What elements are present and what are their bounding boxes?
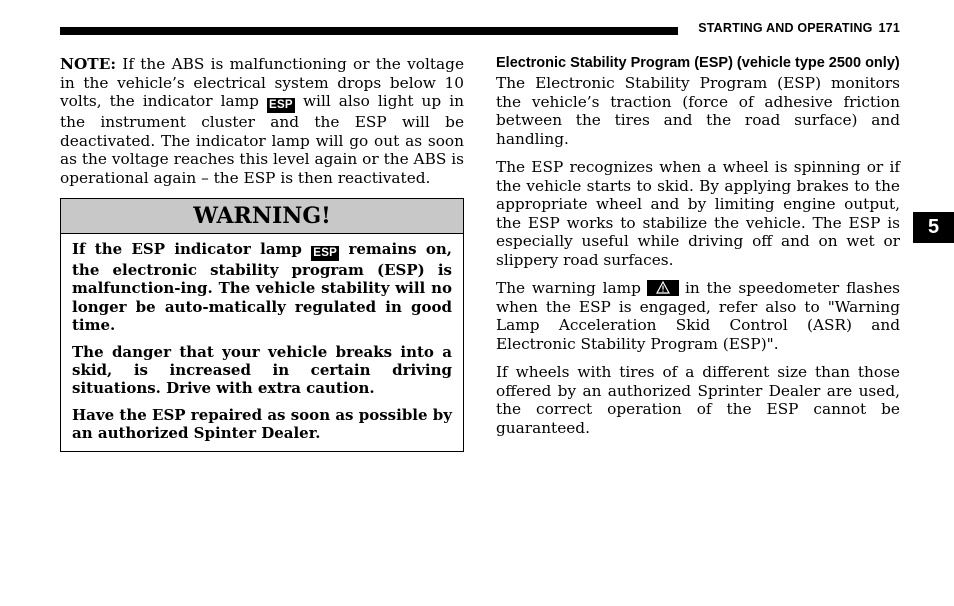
running-header xyxy=(698,21,900,35)
section-heading: Electronic Stability Program (ESP) (vehicle type 2500 only) xyxy=(496,55,900,71)
chapter-tab: 5 xyxy=(913,212,954,243)
warning-box xyxy=(60,198,464,452)
esp-paragraph-1: The Electronic Stability Program (ESP) monitors the vehicle’s traction (force of adhesive friction between the tires and the road surface) and handling. xyxy=(496,74,900,148)
warning-p1-text-1: If the ESP indicator lamp xyxy=(72,240,312,258)
warning-paragraph-1 xyxy=(72,240,452,335)
warning-p1-text-2: remains on, the electronic stability program (ESP) is malfunction-ing. The vehicle stability will no longer be auto-matically regulated in good time. xyxy=(72,240,452,335)
warning-paragraph-2: The danger that your vehicle breaks into a skid, is increased in certain driving situations. Drive with extra caution. xyxy=(72,342,452,398)
warning-triangle-icon xyxy=(647,280,679,296)
warning-title: WARNING! xyxy=(61,199,463,234)
header-rule xyxy=(60,27,678,35)
esp-indicator-icon: ESP xyxy=(268,99,293,111)
right-column xyxy=(496,55,900,447)
esp-p3-text-1: The warning lamp xyxy=(496,279,641,297)
page-number: 171 xyxy=(878,21,900,35)
note-text-2: will also light up in the instrument cluster and the ESP will be deactivated. The indicator lamp will go out as soon as the voltage reaches this level again or the ABS is operational again – the ESP is then reactivated. xyxy=(60,92,464,187)
esp-paragraph-3 xyxy=(496,279,900,353)
note-label: NOTE: xyxy=(60,55,116,73)
esp-indicator-icon: ESP xyxy=(313,247,338,259)
esp-p3-text-2: in the speedometer flashes when the ESP is engaged, refer also to "Warning Lamp Acceleration Skid Control (ASR) and Electronic Stability Program (ESP)". xyxy=(496,279,900,353)
warning-body xyxy=(61,234,463,451)
left-column xyxy=(60,55,464,452)
esp-paragraph-2: The ESP recognizes when a wheel is spinning or if the vehicle starts to skid. By applying brakes to the appropriate wheel and by limiting engine output, the ESP works to stabilize the vehicle. The ESP is especially useful while driving off and on wet or slippery road surfaces. xyxy=(496,158,900,269)
warning-paragraph-3: Have the ESP repaired as soon as possible by an authorized Spinter Dealer. xyxy=(72,405,452,443)
note-text-1: If the ABS is malfunctioning or the voltage in the vehicle’s electrical system drops below 10 volts, the indicator lamp xyxy=(60,55,464,110)
note-paragraph xyxy=(60,55,464,187)
esp-paragraph-4: If wheels with tires of a different size than those offered by an authorized Sprinter Dealer are used, the correct operation of the ESP cannot be guaranteed. xyxy=(496,363,900,437)
section-title: STARTING AND OPERATING xyxy=(698,21,873,35)
